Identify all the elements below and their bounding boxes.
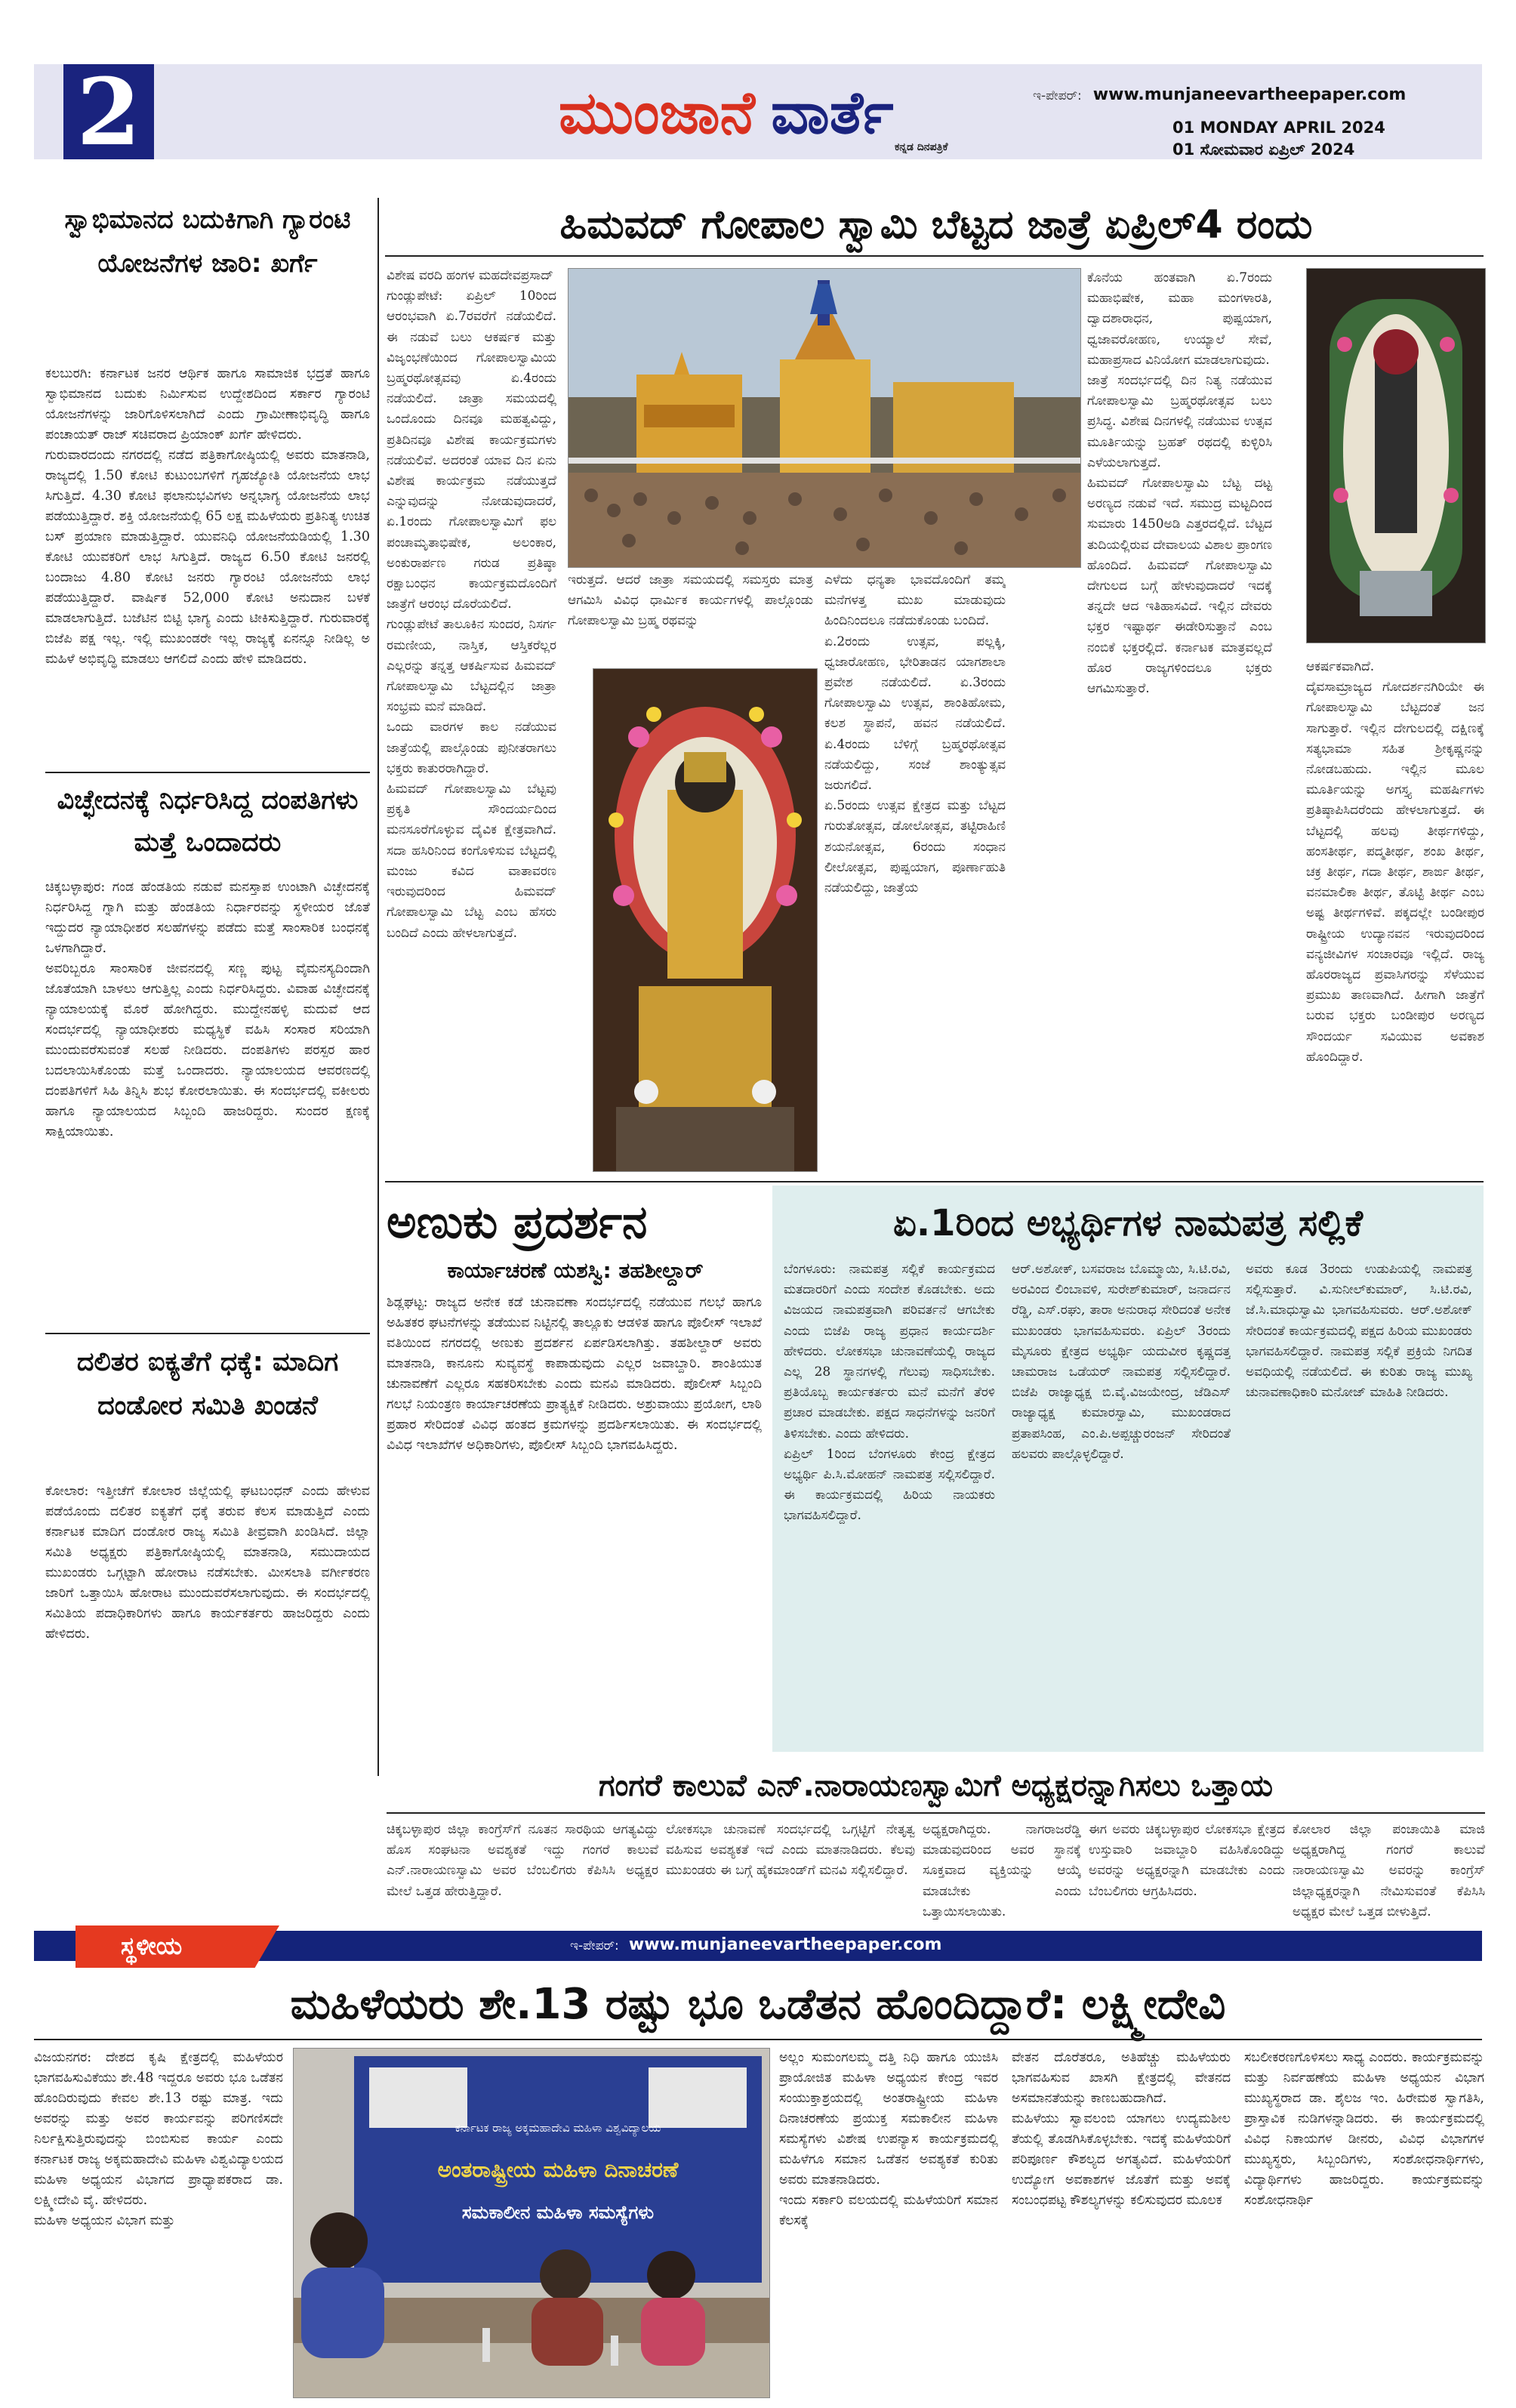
temple-crowd-svg — [568, 269, 1080, 567]
masthead-date-en: 01 MONDAY APRIL 2024 — [1172, 119, 1385, 137]
masthead-epaper — [1033, 85, 1406, 104]
gangare-top-rule — [387, 1812, 1485, 1814]
story-women-col2: ಅಲ್ಲಂ ಸುಮಂಗಲಮ್ಮ ದತ್ತಿ ನಿಧಿ ಹಾಗೂ ಯುಜಿಸಿ ಪ್ರಾಯೋಜಿತ ಮಹಿಳಾ ಅಧ್ಯಯನ ಕೇಂದ್ರ ಇವರ ಸಂಯುಕ್ತಾಶ್ರಯದಲ್ಲಿ ಅಂತರಾಷ್ಟ್ರೀಯ ಮಹಿಳಾ ದಿನಾಚರಣೆಯ ಪ್ರಯುಕ್ತ ಸಮಕಾಲೀನ ಮಹಿಳಾ ಸಮಸ್ಯೆಗಳು ವಿಶೇಷ ಉಪನ್ಯಾಸ ಕಾರ್ಯಕ್ರಮದಲ್ಲಿ ಮಹಿಳೆಗೂ ಸಮಾನ ಒಡೆತನ ಅವಶ್ಯಕತೆ ಕುರಿತು ಅವರು ಮಾತನಾಡಿದರು. ಇಂದು ಸರ್ಕಾರಿ ವಲಯದಲ್ಲಿ ಮಹಿಳೆಯರಿಗೆ ಸಮಾನ ಕೆಲಸಕ್ಕೆ — [779, 2050, 998, 2228]
deity-decoration-svg — [593, 669, 817, 1171]
story-exhibition-subtitle: ಕಾರ್ಯಾಚರಣೆ ಯಶಸ್ವಿ: ತಹಶೀಲ್ದಾರ್ — [447, 1258, 704, 1283]
banner-line-1: ಕರ್ನಾಟಕ ರಾಜ್ಯ ಅಕ್ಕಮಹಾದೇವಿ ಮಹಿಳಾ ವಿಶ್ವವಿದ್ಯಾಲಯ — [454, 2121, 661, 2135]
masthead-tagline: ಕನ್ನಡ ದಿನಪತ್ರಿಕೆ — [895, 141, 948, 153]
masthead-title-blue: ವಾರ್ತೆ — [771, 79, 894, 147]
left-divider-2 — [45, 1333, 370, 1334]
story-nomination-col2: ಆರ್.ಅಶೋಕ್, ಬಸವರಾಜ ಬೊಮ್ಮಾಯಿ, ಸಿ.ಟಿ.ರವಿ, ಅರವಿಂದ ಲಿಂಬಾವಳಿ, ಸುರೇಶ್‌ಕುಮಾರ್, ಜನಾರ್ದನ ರೆಡ್ಡಿ, ಎಸ್.ರಘು, ತಾರಾ ಅನುರಾಧ ಸೇರಿದಂತೆ ಅನೇಕ ಮುಖಂಡರು ಭಾಗವಹಿಸುವರು. ಏಪ್ರಿಲ್ 3ರಂದು ಮೈಸೂರು ಕ್ಷೇತ್ರದ ಅಭ್ಯರ್ಥಿ ಯದುವೀರ ಕೃಷ್ಣದತ್ತ ಚಾಮರಾಜ ಒಡೆಯರ್ ನಾಮಪತ್ರ ಸಲ್ಲಿಸಲಿದ್ದಾರೆ. ಬಿಜೆಪಿ ರಾಜ್ಯಾಧ್ಯಕ್ಷ ಬಿ.ವೈ.ವಿಜಯೇಂದ್ರ, ಜೆಡಿಎಸ್ ರಾಜ್ಯಾಧ್ಯಕ್ಷ ಕುಮಾರಸ್ವಾಮಿ, ಮುಖಂಡರಾದ ಪ್ರತಾಪಸಿಂಹ, ಎಂ.ಪಿ.ಅಪ್ಪಚ್ಚುರಂಜನ್ ಸೇರಿದಂತೆ ಹಲವರು ಪಾಲ್ಗೊಳ್ಳಲಿದ್ದಾರೆ. — [1012, 1262, 1231, 1462]
story-jatre-col1: ವಿಶೇಷ ವರದಿ ಹಂಗಳ ಮಹದೇವಪ್ರಸಾದ್ ಗುಂಡ್ಲುಪೇಟೆ: ಏಪ್ರಿಲ್ 10ರಿಂದ ಆರಂಭವಾಗಿ ಏ.7ರವರೆಗೆ ನಡೆಯಲಿದೆ. ಈ ನಡುವೆ ಬಲು ಆಕರ್ಷಕ ಮತ್ತು ವಿಜೃಂಭಣೆಯಿಂದ ಗೋಪಾಲಸ್ವಾಮಿಯ ಬ್ರಹ್ಮರಥೋತ್ಸವವು ಏ.4ರಂದು ನಡೆಯಲಿದೆ. ಜಾತ್ರಾ ಸಮಯದಲ್ಲಿ ಒಂದೊಂದು ದಿನವೂ ಮಹತ್ವವಿದ್ದು, ಪ್ರತಿದಿನವೂ ವಿಶೇಷ ಕಾರ್ಯಕ್ರಮಗಳು ನಡೆಯಲಿವೆ. ಅದರಂತೆ ಯಾವ ದಿನ ಏನು ವಿಶೇಷ ಕಾರ್ಯಕ್ರಮ ನಡೆಯುತ್ತದೆ ಎನ್ನುವುದನ್ನು ನೋಡುವುದಾದರೆ, ಏ.1ರಂದು ಗೋಪಾಲಸ್ವಾಮಿಗೆ ಫಲ ಪಂಚಾಮೃತಾಭಿಷೇಕ, ಅಲಂಕಾರ, ಅಂಕುರಾರ್ಪಣ ಗರುಡ ಪ್ರತಿಷ್ಠಾ ರಕ್ಷಾಬಂಧನ ಕಾರ್ಯಕ್ರಮದೊಂದಿಗೆ ಜಾತ್ರೆಗೆ ಆರಂಭ ದೊರೆಯಲಿದೆ. ಗುಂಡ್ಲುಪೇಟೆ ತಾಲೂಕಿನ ಸುಂದರ, ನಿಸರ್ಗ ರಮಣೀಯ, ನಾಸ್ತಿಕ, ಆಸ್ತಿಕರೆಲ್ಲರ ಎಲ್ಲರನ್ನು ತನ್ನತ್ತ ಆಕರ್ಷಿಸುವ ಹಿಮವದ್ ಗೋಪಾಲಸ್ವಾಮಿ ಬೆಟ್ಟದಲ್ಲಿನ ಜಾತ್ರಾ ಸಂಭ್ರಮ ಮನೆ ಮಾಡಿದೆ. ಒಂದು ವಾರಗಳ ಕಾಲ ನಡೆಯುವ ಜಾತ್ರೆಯಲ್ಲಿ ಪಾಲ್ಗೊಂಡು ಪುನೀತರಾಗಲು ಭಕ್ತರು ಕಾತುರರಾಗಿದ್ದಾರೆ. ಹಿಮವದ್ ಗೋಪಾಲಸ್ವಾಮಿ ಬೆಟ್ಟವು ಪ್ರಕೃತಿ ಸೌಂದರ್ಯದಿಂದ ಮನಸೂರೆಗೊಳ್ಳುವ ದೈವಿಕ ಕ್ಷೇತ್ರವಾಗಿದೆ. ಸದಾ ಹಸಿರಿನಿಂದ ಕಂಗೊಳಿಸುವ ಬೆಟ್ಟದಲ್ಲಿ ಮಂಜು ಕವಿದ ವಾತಾವರಣ ಇರುವುದರಿಂದ ಹಿಮವದ್ ಗೋಪಾಲಸ್ವಾಮಿ ಬೆಟ್ಟ ಎಂಬ ಹೆಸರು ಬಂದಿದೆ ಎಂದು ಹೇಳಲಾಗುತ್ತದೆ. — [387, 268, 556, 941]
story-guarantee-body: ಕಲಬುರಗಿ: ಕರ್ನಾಟಕ ಜನರ ಆರ್ಥಿಕ ಹಾಗೂ ಸಾಮಾಜಿಕ ಭದ್ರತೆ ಹಾಗೂ ಸ್ವಾಭಿಮಾನದ ಬದುಕು ನಿರ್ಮಿಸುವ ಉದ್ದೇಶದಿಂದ ಸರ್ಕಾರ ಗ್ಯಾರಂಟಿ ಯೋಜನೆಗಳನ್ನು ಜಾರಿಗೊಳಿಸಲಾಗಿದೆ ಎಂದು ಗ್ರಾಮೀಣಾಭಿವೃದ್ಧಿ ಹಾಗೂ ಪಂಚಾಯತ್ ರಾಜ್ ಸಚಿವರಾದ ಪ್ರಿಯಾಂಕ್ ಖರ್ಗೆ ಹೇಳಿದರು. ಗುರುವಾರದಂದು ನಗರದಲ್ಲಿ ನಡೆದ ಪತ್ರಿಕಾಗೋಷ್ಠಿಯಲ್ಲಿ ಅವರು ಮಾತನಾಡಿ, ರಾಜ್ಯದಲ್ಲಿ 1.50 ಕೋಟಿ ಕುಟುಂಬಗಳಿಗೆ ಗೃಹಜ್ಯೋತಿ ಯೋಜನೆಯ ಲಾಭ ಸಿಗುತ್ತಿದೆ. 4.30 ಕೋಟಿ ಫಲಾನುಭವಿಗಳು ಅನ್ನಭಾಗ್ಯ ಯೋಜನೆಯ ಲಾಭ ಪಡೆಯುತ್ತಿದ್ದಾರೆ. ಶಕ್ತಿ ಯೋಜನೆಯಲ್ಲಿ 65 ಲಕ್ಷ ಮಹಿಳೆಯರು ಪ್ರತಿನಿತ್ಯ ಉಚಿತ ಬಸ್ ಪ್ರಯಾಣ ಮಾಡುತ್ತಿದ್ದಾರೆ. ಯುವನಿಧಿ ಯೋಜನೆಯಡಿಯಲ್ಲಿ 1.30 ಕೋಟಿ ಯುವಕರಿಗೆ ಲಾಭ ಸಿಗುತ್ತಿದೆ. ರಾಜ್ಯದ 6.50 ಕೋಟಿ ಜನರಲ್ಲಿ ಬಂದಾಜು 4.80 ಕೋಟಿ ಜನರು ಗ್ಯಾರಂಟಿ ಯೋಜನೆಯ ಲಾಭ ಪಡೆಯುತ್ತಿದ್ದಾರೆ. ವಾರ್ಷಿಕ 52,000 ಕೋಟಿ ಅನುದಾನ ಬಳಕೆ ಮಾಡಲಾಗುತ್ತಿದೆ. ಬಜೆಟಿನ ಬಿಟ್ಟಿ ಭಾಗ್ಯ ಎಂದು ಟೀಕಿಸುತ್ತಿದ್ದಾರೆ. ಗುರುವಾರಕ್ಕೆ ಬಿಜೆಪಿ ಪಕ್ಷ ಇಲ್ಲ. ಇಲ್ಲಿ ಮುಖಂಡರೇ ಇಲ್ಲ ರಾಜ್ಯಕ್ಕೆ ಏನನ್ನೂ ನೀಡಿಲ್ಲ ಅ ಮಹಿಳೆ ಅಭಿವೃದ್ಧಿ ಮಾಡಲು ಆಗಲಿದೆ ಎಂದು ಹೇಳಿ ಮಾಡಿದರು. — [45, 366, 370, 667]
story-women-headline: ಮಹಿಳೆಯರು ಶೇ.13 ರಷ್ಟು ಭೂ ಒಡೆತನ ಹೊಂದಿದ್ದಾರೆ: ಲಕ್ಷ್ಮೀದೇವಿ — [290, 1980, 1226, 2029]
local-banner-epaper — [570, 1935, 941, 1954]
story-jatre-col3-top: ಎಳೆದು ಧನ್ಯತಾ ಭಾವದೊಂದಿಗೆ ತಮ್ಮ ಮನೆಗಳತ್ತ ಮುಖ ಮಾಡುವುದು ಹಿಂದಿನಿಂದಲೂ ನಡೆದುಕೊಂಡು ಬಂದಿದೆ. ಏ.2ರಂದು ಉತ್ಸವ, ಪಲ್ಲಕ್ಕಿ, ಧ್ವಜಾರೋಹಣ, ಭೇರಿತಾಡನ ಯಾಗಶಾಲಾ ಪ್ರವೇಶ ನಡೆಯಲಿದೆ. ಏ.3ರಂದು ಗೋಪಾಲಸ್ವಾಮಿ ಉತ್ಸವ, ಶಾಂತಿಹೋಮ, ಕಲಶ ಸ್ಥಾಪನೆ, ಹವನ ನಡೆಯಲಿದೆ. ಏ.4ರಂದು ಬೆಳಿಗ್ಗೆ ಬ್ರಹ್ಮರಥೋತ್ಸವ ನಡೆಯಲಿದ್ದು, ಸಂಜೆ ಶಾಂತ್ಯುತ್ಸವ ಜರುಗಲಿದೆ. ಏ.5ರಂದು ಉತ್ಸವ ಕ್ಷೇತ್ರದ ಮತ್ತು ಬೆಟ್ಟದ ಗುರುತೋತ್ಸವ, ಡೋಲೋತ್ಸವ, ತಟ್ಟಿರಾಹಿಣಿ ಶಯನೋತ್ಸವ, 6ರಂದು ಸಂಧಾನ ಲೀಲೋತ್ಸವ, ಪುಷ್ಪಯಾಗ, ಪೂರ್ಣಾಹುತಿ ನಡೆಯಲಿದ್ದು, ಜಾತ್ರೆಯ — [824, 572, 1006, 896]
left-divider-1 — [45, 772, 370, 773]
story-nomination-col3: ಅವರು ಕೂಡ 3ರಂದು ಉಡುಪಿಯಲ್ಲಿ ನಾಮಪತ್ರ ಸಲ್ಲಿಸುತ್ತಾರೆ. ವಿ.ಸುನೀಲ್‌ಕುಮಾರ್, ಸಿ.ಟಿ.ರವಿ, ಜೆ.ಸಿ.ಮಾಧುಸ್ವಾಮಿ ಭಾಗವಹಿಸುವರು. ಆರ್.ಅಶೋಕ್ ಸೇರಿದಂತೆ ಕಾರ್ಯಕ್ರಮದಲ್ಲಿ ಪಕ್ಷದ ಹಿರಿಯ ಮುಖಂಡರು ಭಾಗವಹಿಸಲಿದ್ದಾರೆ. ನಾಮಪತ್ರ ಸಲ್ಲಿಕೆ ಪ್ರಕ್ರಿಯೆ ನಿಗದಿತ ಅವಧಿಯಲ್ಲಿ ನಡೆಯಲಿದೆ. ಈ ಕುರಿತು ರಾಜ್ಯ ಮುಖ್ಯ ಚುನಾವಣಾಧಿಕಾರಿ ಮನೋಜ್ ಮಾಹಿತಿ ನೀಡಿದರು. — [1246, 1262, 1472, 1401]
women-event-photo — [293, 2048, 770, 2398]
masthead-epaper-url[interactable]: www.munjaneevartheepaper.com — [1092, 85, 1407, 104]
story-nomination-headline: ಏ.1ರಿಂದ ಅಭ್ಯರ್ಥಿಗಳ ನಾಮಪತ್ರ ಸಲ್ಲಿಕೆ — [892, 1202, 1363, 1244]
story-women-col1: ವಿಜಯನಗರ: ದೇಶದ ಕೃಷಿ ಕ್ಷೇತ್ರದಲ್ಲಿ ಮಹಿಳೆಯರ ಭಾಗವಹಿಸುವಿಕೆಯು ಶೇ.48 ಇದ್ದರೂ ಅವರು ಭೂ ಒಡೆತನ ಹೊಂದಿರುವುದು ಕೇವಲ ಶೇ.13 ರಷ್ಟು ಮಾತ್ರ. ಇದು ಅವರನ್ನು ಮತ್ತು ಅವರ ಕಾರ್ಯವನ್ನು ಪರಿಗಣಿಸದೇ ನಿರ್ಲಕ್ಷಿಸುತ್ತಿರುವುದನ್ನು ಬಿಂಬಿಸುವ ಕಾರ್ಯ ಎಂದು ಕರ್ನಾಟಕ ರಾಜ್ಯ ಅಕ್ಕಮಹಾದೇವಿ ಮಹಿಳಾ ವಿಶ್ವವಿದ್ಯಾಲಯದ ಮಹಿಳಾ ಅಧ್ಯಯನ ವಿಭಾಗದ ಪ್ರಾಧ್ಯಾಪಕರಾದ ಡಾ. ಲಕ್ಷ್ಮೀದೇವಿ ವೈ. ಹೇಳಿದರು. ಮಹಿಳಾ ಅಧ್ಯಯನ ವಿಭಾಗ ಮತ್ತು — [34, 2050, 283, 2228]
masthead-title-red: ಮುಂಜಾನೆ — [559, 79, 755, 147]
women-top-rule — [34, 2039, 1482, 2040]
jatre-top-rule — [385, 255, 1484, 257]
deity-decoration-photo — [593, 668, 818, 1172]
idol-svg — [1307, 269, 1485, 643]
story-guarantee-headline: ಸ್ವಾಭಿಮಾನದ ಬದುಕಿಗಾಗಿ ಗ್ಯಾರಂಟಿ ಯೋಜನೆಗಳ ಜಾರಿ: ಖರ್ಗೆ — [64, 205, 351, 279]
story-gangare-col4: ಈಗ ಅವರು ಚಿಕ್ಕಬಳ್ಳಾಪುರ ಲೋಕಸಭಾ ಕ್ಷೇತ್ರದ ಉಸ್ತುವಾರಿ ಜವಾಬ್ದಾರಿ ವಹಿಸಿಕೊಂಡಿದ್ದು ಅವರನ್ನು ಅಧ್ಯಕ್ಷರನ್ನಾಗಿ ಮಾಡಬೇಕು ಎಂದು ಬೆಂಬಲಿಗರು ಆಗ್ರಹಿಸಿದರು. — [1089, 1822, 1285, 1899]
story-gangare-headline: ಗಂಗರೆ ಕಾಲುವೆ ಎನ್.ನಾರಾಯಣಸ್ವಾಮಿಗೆ ಅಧ್ಯಕ್ಷರನ್ನಾಗಿಸಲು ಒತ್ತಾಯ — [599, 1768, 1273, 1803]
story-exhibition-headline: ಅಣುಕು ಪ್ರದರ್ಶನ — [387, 1196, 648, 1249]
story-madiga-headline: ದಲಿತರ ಐಕ್ಯತೆಗೆ ಧಕ್ಕೆ: ಮಾದಿಗ ದಂಡೋರ ಸಮಿತಿ ಖಂಡನೆ — [76, 1347, 339, 1421]
story-women-col4: ಸಬಲೀಕರಣಗೊಳಿಸಲು ಸಾಧ್ಯ ಎಂದರು. ಕಾರ್ಯಕ್ರಮವನ್ನು ಮತ್ತು ನಿರ್ವಹಣೆಯ ಮಹಿಳಾ ಅಧ್ಯಯನ ವಿಭಾಗ ಮುಖ್ಯಸ್ಥರಾದ ಡಾ. ಶೈಲಜ ಇಂ. ಹಿರೇಮಠ ಸ್ವಾಗತಿಸಿ, ಪ್ರಾಸ್ತಾವಿಕ ನುಡಿಗಳನ್ನಾಡಿದರು. ಈ ಕಾರ್ಯಕ್ರಮದಲ್ಲಿ ವಿವಿಧ ನಿಕಾಯಗಳ ಡೀನರು, ವಿವಿಧ ವಿಭಾಗಗಳ ಮುಖ್ಯಸ್ಥರು, ಸಿಬ್ಬಂದಿಗಳು, ಸಂಶೋಧನಾರ್ಥಿಗಳು, ವಿದ್ಯಾರ್ಥಿಗಳು ಹಾಜರಿದ್ದರು. ಕಾರ್ಯಕ್ರಮವನ್ನು ಸಂಶೋಧನಾರ್ಥಿ — [1244, 2050, 1484, 2208]
masthead-date-kn: 01 ಸೋಮವಾರ ಏಪ್ರಿಲ್ 2024 — [1172, 140, 1355, 159]
story-exhibition-body: ಶಿಡ್ಲಘಟ್ಟ: ರಾಜ್ಯದ ಅನೇಕ ಕಡೆ ಚುನಾವಣಾ ಸಂದರ್ಭದಲ್ಲಿ ನಡೆಯುವ ಗಲಭೆ ಹಾಗೂ ಅಹಿತಕರ ಘಟನೆಗಳನ್ನು ತಡೆಯುವ ನಿಟ್ಟಿನಲ್ಲಿ ತಾಲ್ಲೂಕು ಆಡಳಿತ ಹಾಗೂ ಪೊಲೀಸ್ ಇಲಾಖೆ ವತಿಯಿಂದ ನಗರದಲ್ಲಿ ಅಣುಕು ಪ್ರದರ್ಶನ ಏರ್ಪಡಿಸಲಾಗಿತ್ತು. ತಹಶೀಲ್ದಾರ್ ಅವರು ಮಾತನಾಡಿ, ಕಾನೂನು ಸುವ್ಯವಸ್ಥೆ ಕಾಪಾಡುವುದು ಎಲ್ಲರ ಜವಾಬ್ದಾರಿ. ಶಾಂತಿಯುತ ಚುನಾವಣೆಗೆ ಎಲ್ಲರೂ ಸಹಕರಿಸಬೇಕು ಎಂದು ಮನವಿ ಮಾಡಿದರು. ಪೊಲೀಸ್ ಸಿಬ್ಬಂದಿ ಗಲಭೆ ನಿಯಂತ್ರಣ ಕಾರ್ಯಾಚರಣೆಯ ಪ್ರಾತ್ಯಕ್ಷಿಕೆ ನೀಡಿದರು. ಅಶ್ರುವಾಯು ಪ್ರಯೋಗ, ಲಾಠಿ ಪ್ರಹಾರ ಸೇರಿದಂತೆ ವಿವಿಧ ಹಂತದ ಕ್ರಮಗಳನ್ನು ಪ್ರದರ್ಶಿಸಲಾಯಿತು. ಈ ಸಂದರ್ಭದಲ್ಲಿ ವಿವಿಧ ಇಲಾಖೆಗಳ ಅಧಿಕಾರಿಗಳು, ಪೊಲೀಸ್ ಸಿಬ್ಬಂದಿ ಭಾಗವಹಿಸಿದ್ದರು. — [387, 1295, 762, 1453]
masthead-title — [559, 76, 894, 151]
story-jatre-col2: ಇರುತ್ತದೆ. ಆದರೆ ಜಾತ್ರಾ ಸಮಯದಲ್ಲಿ ಸಮಸ್ತರು ಮಾತ್ರ ಆಗಮಿಸಿ ವಿವಿಧ ಧಾರ್ಮಿಕ ಕಾರ್ಯಗಳಲ್ಲಿ ಪಾಲ್ಗೊಂಡು ಗೋಪಾಲಸ್ವಾಮಿ ಬ್ರಹ್ಮ ರಥವನ್ನು — [568, 572, 813, 629]
story-women-col3: ವೇತನ ದೊರೆತರೂ, ಅತಿಹೆಚ್ಚು ಮಹಿಳೆಯರು ಭಾಗವಹಿಸುವ ಖಾಸಗಿ ಕ್ಷೇತ್ರದಲ್ಲಿ ವೇತನದ ಅಸಮಾನತೆಯನ್ನು ಕಾಣಬಹುದಾಗಿದೆ. ಮಹಿಳೆಯು ಸ್ವಾವಲಂಬಿ ಯಾಗಲು ಉದ್ಯಮಶೀಲ ತೆಯಲ್ಲಿ ತೊಡಗಿಸಿಕೊಳ್ಳಬೇಕು. ಇದಕ್ಕೆ ಮಹಿಳೆಯರಿಗೆ ಪರಿಪೂರ್ಣ ಕೌಶಲ್ಯದ ಅಗತ್ಯವಿದೆ. ಮಹಿಳೆಯರಿಗೆ ಉದ್ಯೋಗ ಅವಕಾಶಗಳ ಜೊತೆಗೆ ಮತ್ತು ಅವಕ್ಕೆ ಸಂಬಂಧಪಟ್ಟ ಕೌಶಲ್ಯಗಳನ್ನು ಕಲಿಸುವುದರ ಮೂಲಕ — [1012, 2050, 1231, 2208]
banner-line-2: ಅಂತರಾಷ್ಟ್ರೀಯ ಮಹಿಳಾ ದಿನಾಚರಣೆ — [437, 2157, 679, 2182]
local-epaper-label: ಇ-ಪೇಪರ್: — [570, 1938, 619, 1953]
left-column-divider — [377, 198, 379, 1776]
temple-crowd-photo — [568, 268, 1081, 568]
story-jatre-col5: ಆಕರ್ಷಕವಾಗಿದೆ. ದೈವಸಾಮ್ರಾಜ್ಯದ ಗೋದರ್ಶನಗಿರಿಯೇ ಈ ಗೋಪಾಲಸ್ವಾಮಿ ಬೆಟ್ಟದಂತೆ ಜನ ಸಾಗುತ್ತಾರೆ. ಇಲ್ಲಿನ ದೇಗುಲದಲ್ಲಿ ದಕ್ಷಿಣಕ್ಕೆ ಸತ್ಯಭಾಮಾ ಸಹಿತ ಶ್ರೀಕೃಷ್ಣನನ್ನು ನೋಡಬಹುದು. ಇಲ್ಲಿನ ಮೂಲ ಮೂರ್ತಿಯನ್ನು ಅಗಸ್ತ್ಯ ಮಹರ್ಷಿಗಳು ಪ್ರತಿಷ್ಠಾಪಿಸಿದರೆಂದು ಹೇಳಲಾಗುತ್ತದೆ. ಈ ಬೆಟ್ಟದಲ್ಲಿ ಹಲವು ತೀರ್ಥಗಳಿದ್ದು, ಹಂಸತೀರ್ಥ, ಪದ್ಮತೀರ್ಥ, ಶಂಖ ತೀರ್ಥ, ಚಕ್ರ ತೀರ್ಥ, ಗದಾ ತೀರ್ಥ, ಶಾರ್ಙ ತೀರ್ಥ, ವನಮಾಲಿಕಾ ತೀರ್ಥ, ತೊಟ್ಟಿ ತೀರ್ಥ ಎಂಬ ಅಷ್ಟ ತೀರ್ಥಗಳಿವೆ. ಪಕ್ಕದಲ್ಲೇ ಬಂಡೀಪುರ ರಾಷ್ಟ್ರೀಯ ಉದ್ಯಾನವನ ಇರುವುದರಿಂದ ವನ್ಯಜೀವಿಗಳ ಸಂಚಾರವೂ ಇಲ್ಲಿದೆ. ರಾಜ್ಯ ಹೊರರಾಜ್ಯದ ಪ್ರವಾಸಿಗರನ್ನು ಸೆಳೆಯುವ ಪ್ರಮುಖ ತಾಣವಾಗಿದೆ. ಹೀಗಾಗಿ ಜಾತ್ರೆಗೆ ಬರುವ ಭಕ್ತರು ಬಂಡೀಪುರ ಅರಣ್ಯದ ಸೌಂದರ್ಯ ಸವಿಯುವ ಅವಕಾಶ ಹೊಂದಿದ್ದಾರೆ. — [1306, 659, 1484, 1065]
jatre-bottom-rule — [385, 1181, 1484, 1182]
story-jatre-headline: ಹಿಮವದ್ ಗೋಪಾಲ ಸ್ವಾಮಿ ಬೆಟ್ಟದ ಜಾತ್ರೆ ಏಪ್ರಿಲ್4 ರಂದು — [559, 202, 1313, 248]
story-jatre-col4: ಕೊನೆಯ ಹಂತವಾಗಿ ಏ.7ರಂದು ಮಹಾಭಿಷೇಕ, ಮಹಾ ಮಂಗಳಾರತಿ, ದ್ವಾದಶಾರಾಧನ, ಪುಷ್ಪಯಾಗ, ಧ್ವಜಾವರೋಹಣ, ಉಯ್ಯಾಲೆ ಸೇವೆ, ಮಹಾಪ್ರಸಾದ ವಿನಿಯೋಗ ಮಾಡಲಾಗುವುದು. ಜಾತ್ರೆ ಸಂದರ್ಭದಲ್ಲಿ ದಿನ ನಿತ್ಯ ನಡೆಯುವ ಗೋಪಾಲಸ್ವಾಮಿ ಬ್ರಹ್ಮರಥೋತ್ಸವ ಬಲು ಪ್ರಸಿದ್ಧ. ವಿಶೇಷ ದಿನಗಳಲ್ಲಿ ನಡೆಯುವ ಉತ್ಸವ ಮೂರ್ತಿಯನ್ನು ಬ್ರಹತ್ ರಥದಲ್ಲಿ ಕುಳ್ಳಿರಿಸಿ ಎಳೆಯಲಾಗುತ್ತದೆ. ಹಿಮವದ್ ಗೋಪಾಲಸ್ವಾಮಿ ಬೆಟ್ಟ ದಟ್ಟ ಅರಣ್ಯದ ನಡುವೆ ಇದೆ. ಸಮುದ್ರ ಮಟ್ಟದಿಂದ ಸುಮಾರು 1450ಅಡಿ ಎತ್ತರದಲ್ಲಿದೆ. ಬೆಟ್ಟದ ತುದಿಯಲ್ಲಿರುವ ದೇವಾಲಯ ವಿಶಾಲ ಪ್ರಾಂಗಣ ಹೊಂದಿದೆ. ಹಿಮವದ್ ಗೋಪಾಲಸ್ವಾಮಿ ದೇಗುಲದ ಬಗ್ಗೆ ಹೇಳುವುದಾದರೆ ಇದಕ್ಕೆ ತನ್ನದೇ ಆದ ಇತಿಹಾಸವಿದೆ. ಇಲ್ಲಿನ ದೇವರು ಭಕ್ತರ ಇಷ್ಟಾರ್ಥ ಈಡೇರಿಸುತ್ತಾನೆ ಎಂಬ ನಂಬಿಕೆ ಭಕ್ತರಲ್ಲಿದೆ. ಕರ್ನಾಟಕ ಮಾತ್ರವಲ್ಲದೆ ಹೊರ ರಾಜ್ಯಗಳಿಂದಲೂ ಭಕ್ತರು ಆಗಮಿಸುತ್ತಾರೆ. — [1087, 270, 1272, 697]
story-couple-headline: ವಿಚ್ಛೇದನಕ್ಕೆ ನಿರ್ಧರಿಸಿದ್ದ ದಂಪತಿಗಳು ಮತ್ತೆ ಒಂದಾದರು — [57, 785, 359, 858]
story-gangare-col3: ಅಧ್ಯಕ್ಷರಾಗಿದ್ದರು. ನಾಗರಾಜರೆಡ್ಡಿ ಮಾಡುವುದರಿಂದ ಅವರ ಸ್ಥಾನಕ್ಕೆ ಸೂಕ್ತವಾದ ವ್ಯಕ್ತಿಯನ್ನು ಆಯ್ಕೆ ಮಾಡಬೇಕು ಎಂದು ಒತ್ತಾಯಿಸಲಾಯಿತು. — [923, 1822, 1081, 1919]
story-gangare-col1: ಚಿಕ್ಕಬಳ್ಳಾಪುರ ಜಿಲ್ಲಾ ಕಾಂಗ್ರೆಸ್‌ಗೆ ನೂತನ ಸಾರಥಿಯ ಆಗತ್ಯವಿದ್ದು ಹೊಸ ಸಂಘಟನಾ ಅವಶ್ಯಕತೆ ಇದ್ದು ಗಂಗರೆ ಕಾಲುವೆ ಎನ್.ನಾರಾಯಣಸ್ವಾಮಿ ಅವರ ಬೆಂಬಲಿಗರು ಕೆಪಿಸಿಸಿ ಅಧ್ಯಕ್ಷರ ಮೇಲೆ ಒತ್ತಡ ಹೇರುತ್ತಿದ್ದಾರೆ. — [387, 1822, 658, 1899]
story-gangare-col2: ಲೋಕಸಭಾ ಚುನಾವಣೆ ಸಂದರ್ಭದಲ್ಲಿ ಒಗ್ಗಟ್ಟಿಗೆ ನೇತೃತ್ವ ವಹಿಸುವ ಅವಶ್ಯಕತೆ ಇದೆ ಎಂದು ಮಾತನಾಡಿದರು. ಕೆಲವು ಮುಖಂಡರು ಈ ಬಗ್ಗೆ ಹೈಕಮಾಂಡ್‌ಗೆ ಮನವಿ ಸಲ್ಲಿಸಲಿದ್ದಾರೆ. — [666, 1822, 915, 1879]
idol-photo — [1306, 268, 1486, 643]
story-nomination-col1: ಬೆಂಗಳೂರು: ನಾಮಪತ್ರ ಸಲ್ಲಿಕೆ ಕಾರ್ಯಕ್ರಮದ ಮತದಾರರಿಗೆ ಎಂದು ಸಂದೇಶ ಕೊಡಬೇಕು. ಅದು ವಿಜಯದ ನಾಮಪತ್ರವಾಗಿ ಪರಿವರ್ತನೆ ಆಗಬೇಕು ಎಂದು ಬಿಜೆಪಿ ರಾಜ್ಯ ಪ್ರಧಾನ ಕಾರ್ಯದರ್ಶಿ ಹೇಳಿದರು. ಲೋಕಸಭಾ ಚುನಾವಣೆಯಲ್ಲಿ ರಾಜ್ಯದ ಎಲ್ಲ 28 ಸ್ಥಾನಗಳಲ್ಲಿ ಗೆಲುವು ಸಾಧಿಸಬೇಕು. ಪ್ರತಿಯೊಬ್ಬ ಕಾರ್ಯಕರ್ತರು ಮನೆ ಮನೆಗೆ ತೆರಳಿ ಪ್ರಚಾರ ಮಾಡಬೇಕು. ಪಕ್ಷದ ಸಾಧನೆಗಳನ್ನು ಜನರಿಗೆ ತಿಳಿಸಬೇಕು. ಎಂದು ಹೇಳಿದರು. ಏಪ್ರಿಲ್ 1ರಿಂದ ಬೆಂಗಳೂರು ಕೇಂದ್ರ ಕ್ಷೇತ್ರದ ಅಭ್ಯರ್ಥಿ ಪಿ.ಸಿ.ಮೋಹನ್ ನಾಮಪತ್ರ ಸಲ್ಲಿಸಲಿದ್ದಾರೆ. ಈ ಕಾರ್ಯಕ್ರಮದಲ್ಲಿ ಹಿರಿಯ ನಾಯಕರು ಭಾಗವಹಿಸಲಿದ್ದಾರೆ. — [784, 1262, 995, 1524]
masthead-epaper-label: ಇ-ಪೇಪರ್: — [1033, 88, 1082, 103]
story-madiga-body: ಕೋಲಾರ: ಇತ್ತೀಚೆಗೆ ಕೋಲಾರ ಜಿಲ್ಲೆಯಲ್ಲಿ ಘಟಬಂಧನ್ ಎಂದು ಹೇಳುವ ಪಡೆಯೊಂದು ದಲಿತರ ಐಕ್ಯತೆಗೆ ಧಕ್ಕೆ ತರುವ ಕೆಲಸ ಮಾಡುತ್ತಿದೆ ಎಂದು ಕರ್ನಾಟಕ ಮಾದಿಗ ದಂಡೋರ ರಾಜ್ಯ ಸಮಿತಿ ತೀವ್ರವಾಗಿ ಖಂಡಿಸಿದೆ. ಜಿಲ್ಲಾ ಸಮಿತಿ ಅಧ್ಯಕ್ಷರು ಪತ್ರಿಕಾಗೋಷ್ಠಿಯಲ್ಲಿ ಮಾತನಾಡಿ, ಸಮುದಾಯದ ಮುಖಂಡರು ಒಗ್ಗಟ್ಟಾಗಿ ಹೋರಾಟ ನಡೆಸಬೇಕು. ಮೀಸಲಾತಿ ವರ್ಗೀಕರಣ ಜಾರಿಗೆ ಒತ್ತಾಯಿಸಿ ಹೋರಾಟ ಮುಂದುವರೆಸಲಾಗುವುದು. ಈ ಸಂದರ್ಭದಲ್ಲಿ ಸಮಿತಿಯ ಪದಾಧಿಕಾರಿಗಳು ಹಾಗೂ ಕಾರ್ಯಕರ್ತರು ಹಾಜರಿದ್ದರು ಎಂದು ಹೇಳಿದರು. — [45, 1484, 370, 1642]
banner-line-3: ಸಮಕಾಲೀನ ಮಹಿಳಾ ಸಮಸ್ಯೆಗಳು — [461, 2202, 655, 2223]
local-epaper-url[interactable]: www.munjaneevartheepaper.com — [628, 1935, 942, 1954]
page-number: 2 — [76, 57, 141, 166]
story-couple-body: ಚಿಕ್ಕಬಳ್ಳಾಪುರ: ಗಂಡ ಹೆಂಡತಿಯ ನಡುವೆ ಮನಸ್ತಾಪ ಉಂಟಾಗಿ ವಿಚ್ಛೇದನಕ್ಕೆ ನಿರ್ಧರಿಸಿದ್ದ ಗ್ನಾಗಿ ಮತ್ತು ಹೆಂಡತಿಯ ನಿರ್ಧಾರವನ್ನು ಸ್ಥಳೀಯರ ಜೊತೆ ಇದ್ದುದರ ನ್ಯಾಯಾಧೀಶರ ಸಲಹೆಗಳನ್ನು ಪಡೆದು ಮತ್ತೆ ಸಾಂಸಾರಿಕ ಬಂಧನಕ್ಕೆ ಒಳಗಾಗಿದ್ದಾರೆ. ಅವರಿಬ್ಬರೂ ಸಾಂಸಾರಿಕ ಜೀವನದಲ್ಲಿ ಸಣ್ಣ ಪುಟ್ಟ ವೈಮನಸ್ಯದಿಂದಾಗಿ ಜೊತೆಯಾಗಿ ಬಾಳಲು ಆಗುತ್ತಿಲ್ಲ ಎಂದು ನಿರ್ಧರಿಸಿದ್ದರು. ವಿವಾಹ ವಿಚ್ಛೇದನಕ್ಕೆ ನ್ಯಾಯಾಲಯಕ್ಕೆ ಮೊರೆ ಹೋಗಿದ್ದರು. ಮುದ್ದೇನಹಳ್ಳಿ ಮದುವೆ ಆದ ಸಂದರ್ಭದಲ್ಲಿ ನ್ಯಾಯಾಧೀಶರು ಮಧ್ಯಸ್ಥಿಕೆ ವಹಿಸಿ ಸಂಸಾರ ಸರಿಯಾಗಿ ಮುಂದುವರೆಸುವಂತೆ ಸಲಹೆ ನೀಡಿದರು. ದಂಪತಿಗಳು ಪರಸ್ಪರ ಹಾರ ಬದಲಾಯಿಸಿಕೊಂಡು ಮತ್ತೆ ಒಂದಾದರು. ನ್ಯಾಯಾಲಯದ ಆವರಣದಲ್ಲಿ ದಂಪತಿಗಳಿಗೆ ಸಿಹಿ ತಿನ್ನಿಸಿ ಶುಭ ಕೋರಲಾಯಿತು. ಈ ಸಂದರ್ಭದಲ್ಲಿ ವಕೀಲರು ಹಾಗೂ ನ್ಯಾಯಾಲಯದ ಸಿಬ್ಬಂದಿ ಹಾಜರಿದ್ದರು. ಸುಂದರ ಕ್ಷಣಕ್ಕೆ ಸಾಕ್ಷಿಯಾಯಿತು. — [45, 880, 370, 1139]
story-gangare-col5: ಕೋಲಾರ ಜಿಲ್ಲಾ ಪಂಚಾಯಿತಿ ಮಾಜಿ ಅಧ್ಯಕ್ಷರಾಗಿದ್ದ ಗಂಗರೆ ಕಾಲುವೆ ನಾರಾಯಣಸ್ವಾಮಿ ಅವರನ್ನು ಕಾಂಗ್ರೆಸ್ ಜಿಲ್ಲಾಧ್ಯಕ್ಷರನ್ನಾಗಿ ನೇಮಿಸುವಂತೆ ಕೆಪಿಸಿಸಿ ಅಧ್ಯಕ್ಷರ ಮೇಲೆ ಒತ್ತಡ ಬೀಳುತ್ತಿದೆ. — [1293, 1822, 1485, 1919]
women-event-svg — [294, 2049, 769, 2397]
local-tag-label: ಸ್ಥಳೀಯ — [121, 1932, 183, 1960]
